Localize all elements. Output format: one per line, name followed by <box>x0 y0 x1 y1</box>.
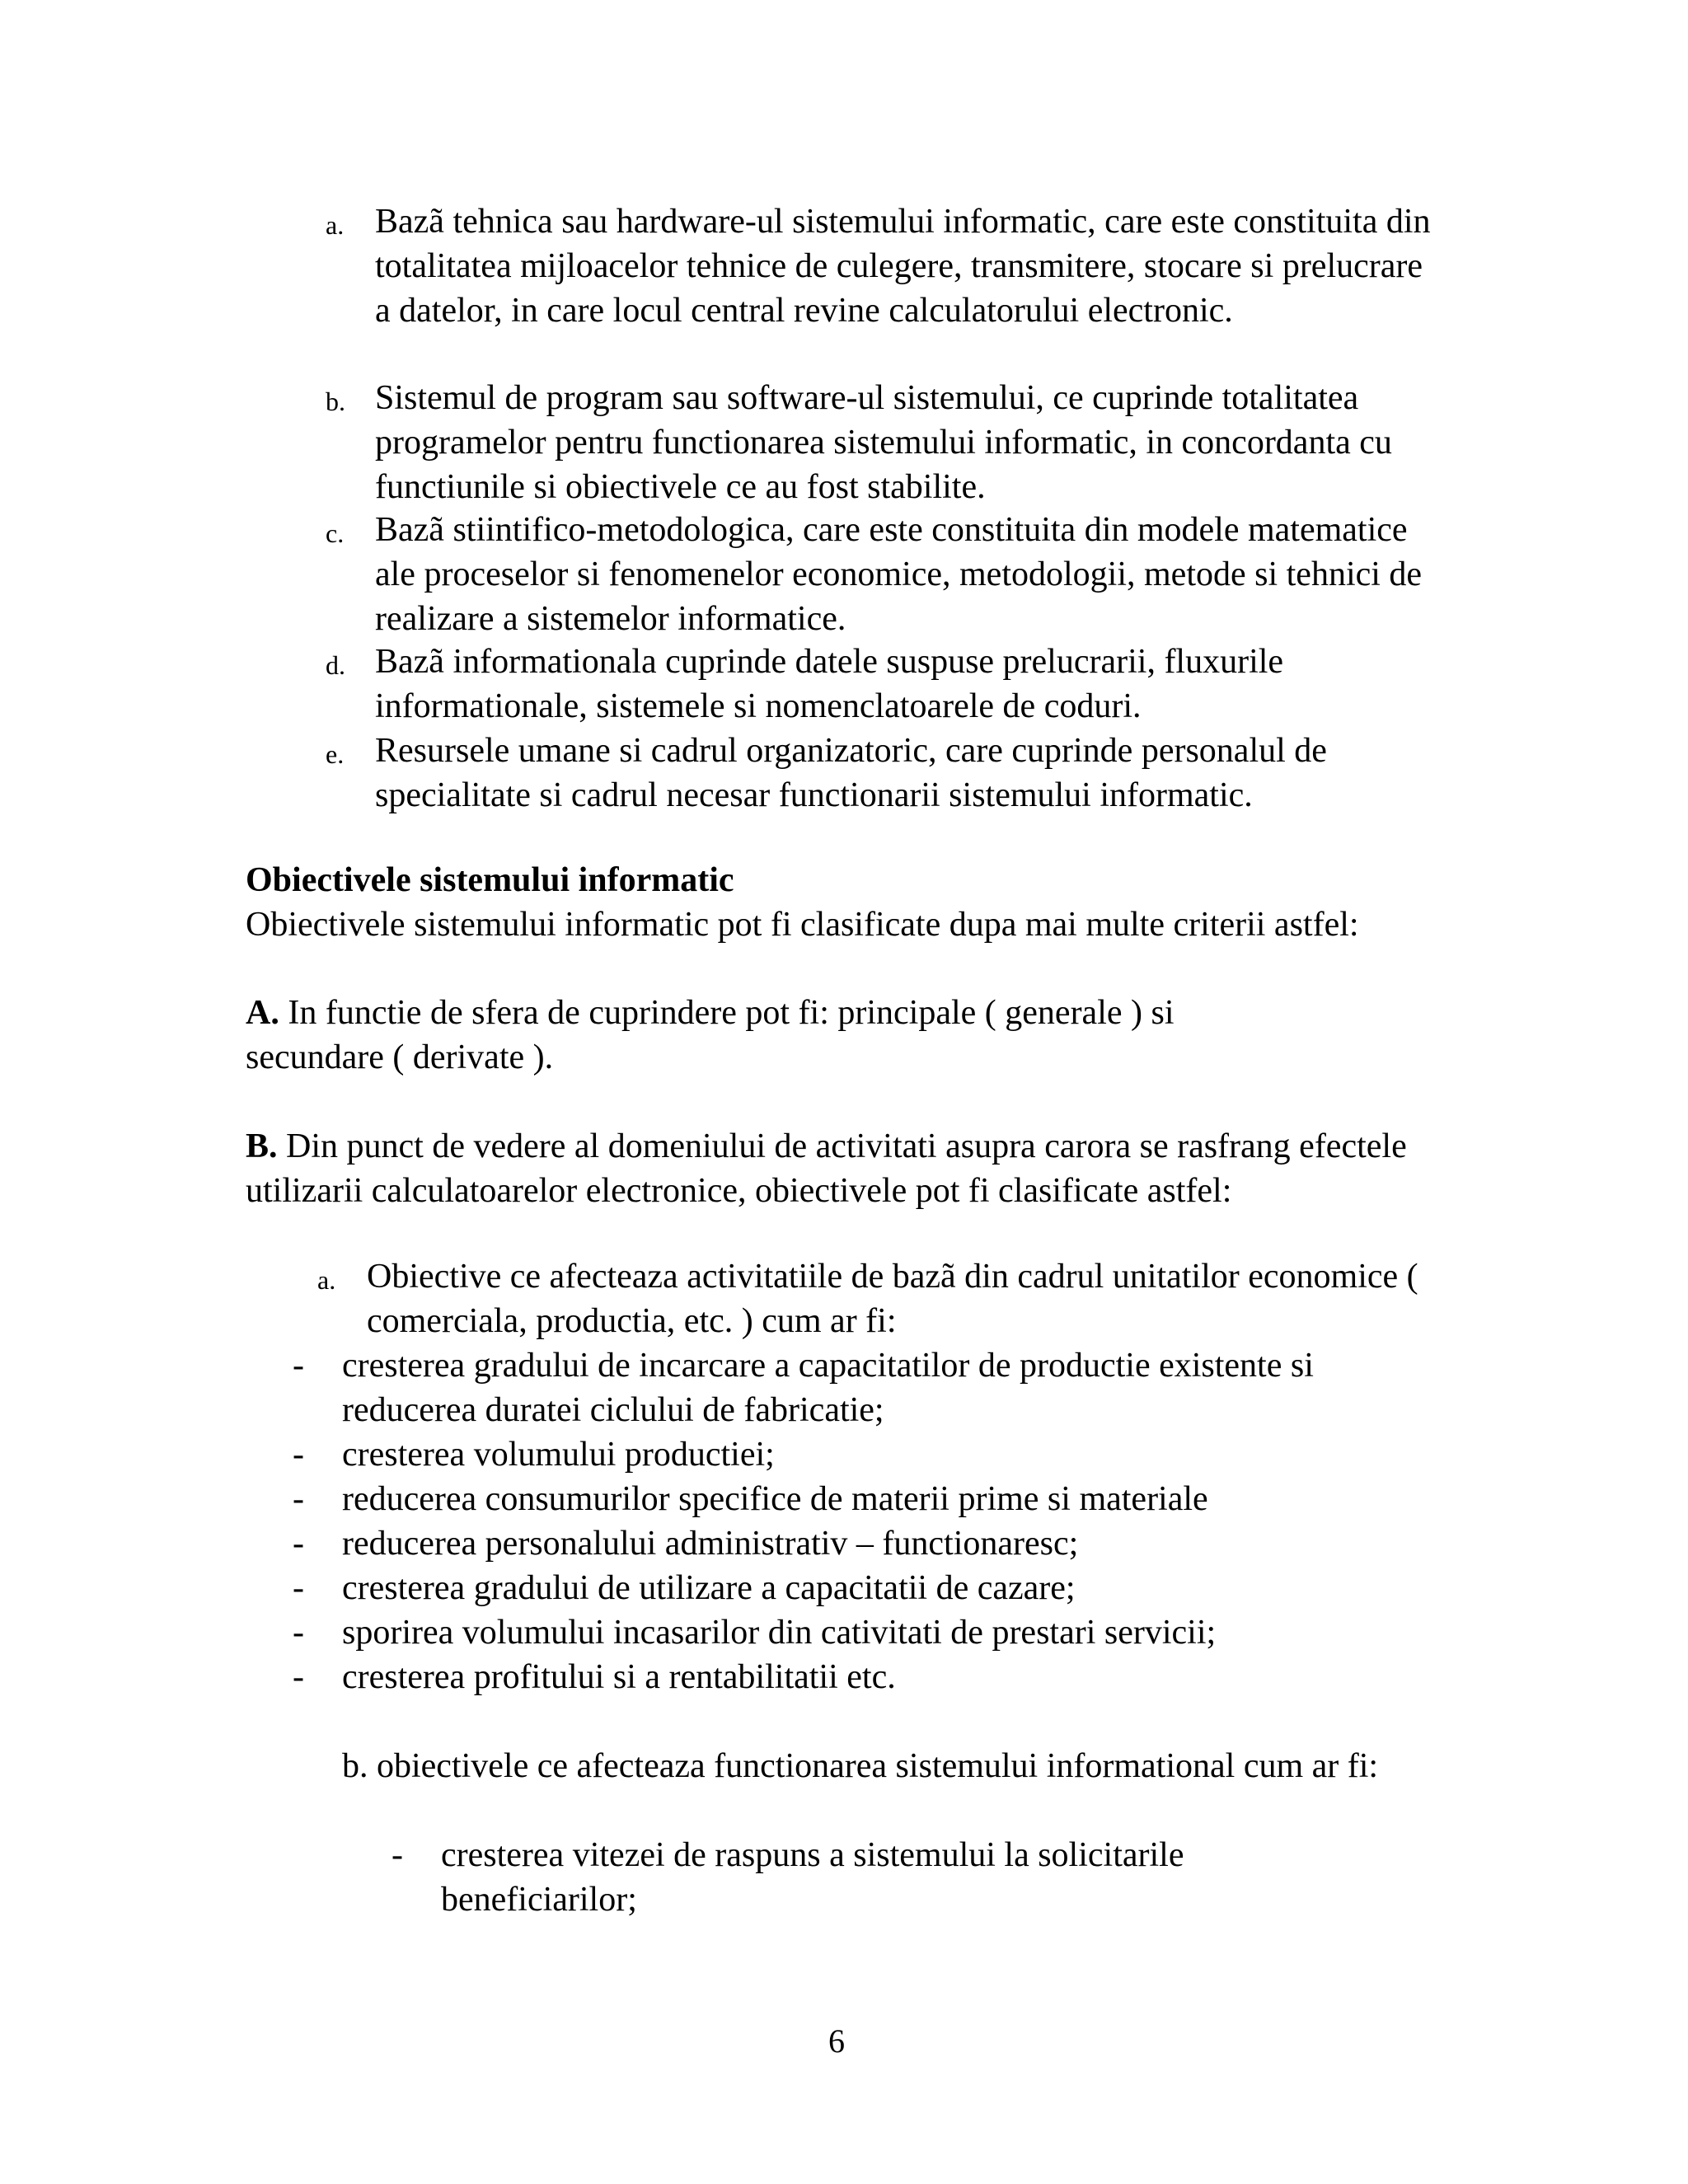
dash-bullet: - <box>293 1480 304 1518</box>
list-item: Bazã informationala cuprinde datele suspuse prelucrarii, fluxurile informationale, sistemele si nomenclatoarele de coduri. <box>375 643 1284 725</box>
sub-list-item-b: b. obiectivele ce afecteaza functionarea sistemului informational cum ar fi: <box>342 1747 1379 1785</box>
list-item: Bazã stiintifico-metodologica, care este constituita din modele matematice ale proceselor si fenomenelor economice, metodologii, metode si tehnici de realizare a sistemelor informatice. <box>375 511 1423 638</box>
dash-list-item: cresterea volumului productiei; <box>342 1436 775 1474</box>
list-marker: b. <box>326 387 345 416</box>
criterion-a-label: A. <box>246 994 279 1032</box>
criterion-b-label: B. <box>246 1127 278 1165</box>
dash-list-item: cresterea profitului si a rentabilitatii etc. <box>342 1658 896 1696</box>
dash-list-item: cresterea gradului de utilizare a capacitatii de cazare; <box>342 1569 1076 1607</box>
sub-b-dash-list-item: cresterea vitezei de raspuns a sistemului la solicitarile beneficiarilor; <box>441 1836 1184 1919</box>
list-item: Bazã tehnica sau hardware-ul sistemului informatic, care este constituita din totalitatea mijloacelor tehnice de culegere, transmitere, stocare si prelucrare a datelor, in care locul central revine calculatorului electronic. <box>375 203 1431 330</box>
dash-list-item: reducerea consumurilor specifice de materii prime si materiale <box>342 1480 1208 1518</box>
list-item: Sistemul de program sau software-ul sistemului, ce cuprinde totalitatea programelor pentru functionarea sistemului informatic, in concordanta cu functiunile si obiectivele ce au fost stabilite. <box>375 379 1392 506</box>
dash-bullet: - <box>293 1347 304 1385</box>
dash-bullet: - <box>293 1436 304 1474</box>
list-marker: c. <box>326 518 345 548</box>
criterion-a-text: In functie de sfera de cuprindere pot fi: principale ( generale ) si secundare ( derivate ). <box>246 994 1175 1076</box>
sub-list-item-a: Obiective ce afecteaza activitatiile de bazã din cadrul unitatilor economice ( comerciala, productia, etc. ) cum ar fi: <box>367 1258 1418 1340</box>
dash-bullet: - <box>293 1525 304 1563</box>
criterion-b-paragraph <box>246 1124 1432 1213</box>
sub-list-marker: a. <box>317 1265 336 1295</box>
dash-bullet: - <box>392 1836 403 1874</box>
list-marker: d. <box>326 650 345 680</box>
dash-bullet: - <box>293 1614 304 1652</box>
criterion-a-paragraph <box>246 991 1317 1080</box>
dash-list-item: cresterea gradului de incarcare a capacitatilor de productie existente si reducerea duratei ciclului de fabricatie; <box>342 1347 1314 1429</box>
list-marker: a. <box>326 210 345 240</box>
list-marker: e. <box>326 739 345 769</box>
page-number: 6 <box>828 2022 845 2060</box>
dash-bullet: - <box>293 1658 304 1696</box>
dash-bullet: - <box>293 1569 304 1607</box>
section-heading: Obiectivele sistemului informatic <box>246 861 734 899</box>
criterion-b-text: Din punct de vedere al domeniului de activitati asupra carora se rasfrang efectele utilizarii calculatoarelor electronice, obiectivele pot fi clasificate astfel: <box>246 1127 1407 1210</box>
intro-paragraph: Obiectivele sistemului informatic pot fi clasificate dupa mai multe criterii astfel: <box>246 906 1359 944</box>
dash-list-item: sporirea volumului incasarilor din cativitati de prestari servicii; <box>342 1614 1217 1652</box>
list-item: Resursele umane si cadrul organizatoric, care cuprinde personalul de specialitate si cadrul necesar functionarii sistemului informatic. <box>375 732 1327 814</box>
dash-list-item: reducerea personalului administrativ – functionaresc; <box>342 1525 1079 1563</box>
